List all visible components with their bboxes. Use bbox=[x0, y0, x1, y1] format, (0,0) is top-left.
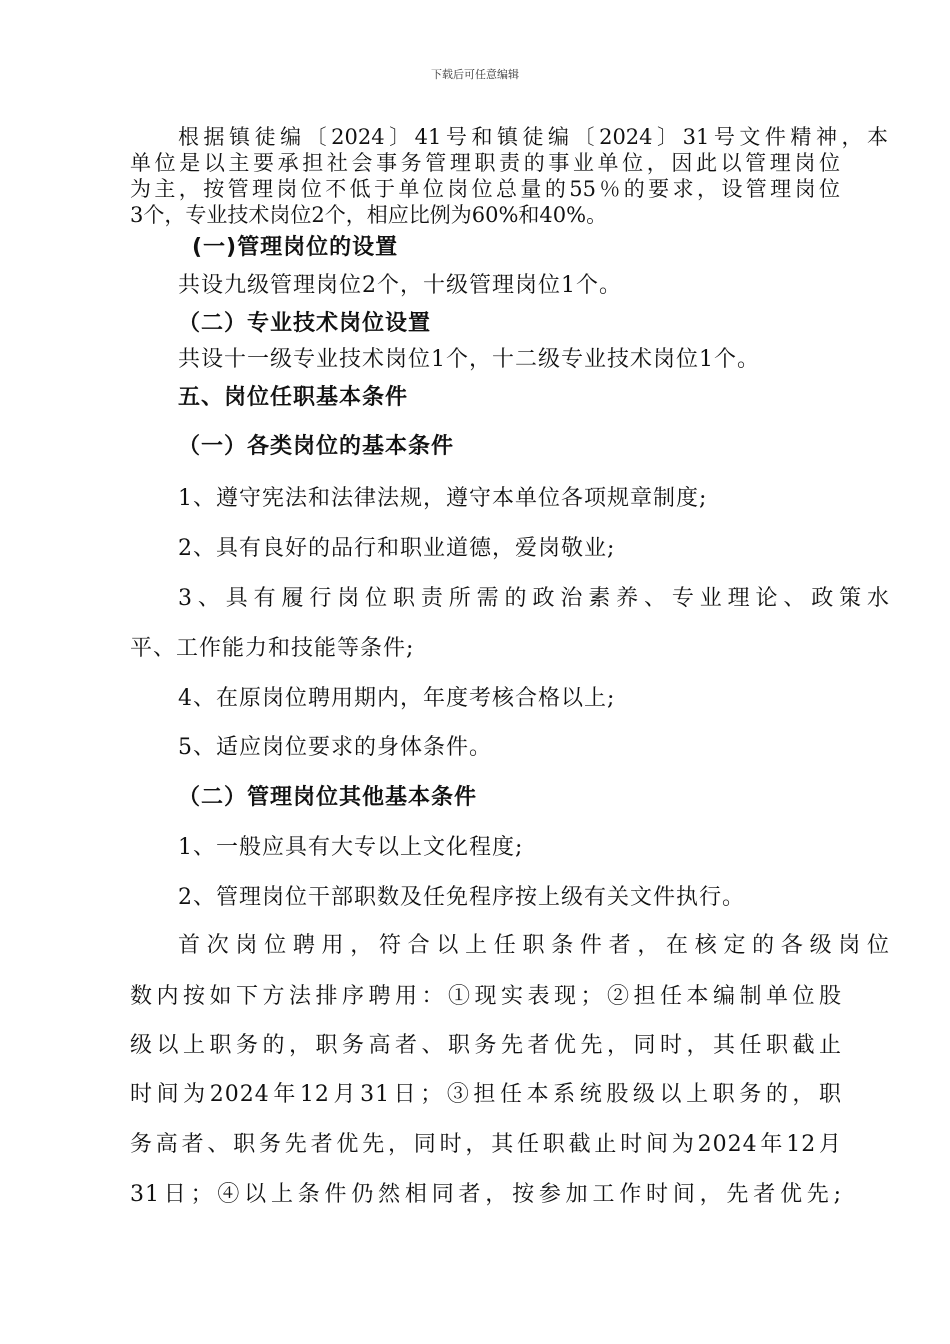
intro-line-2: 单位是以主要承担社会事务管理职责的事业单位，因此以管理岗位 bbox=[130, 151, 840, 175]
mgmt-other-item-1: 1、一般应具有大专以上文化程度; bbox=[178, 835, 524, 860]
section-tech-text: 共设十一级专业技术岗位1个，十二级专业技术岗位1个。 bbox=[178, 347, 760, 372]
section-mgmt-text: 共设九级管理岗位2个，十级管理岗位1个。 bbox=[178, 273, 622, 298]
chapter-5-title: 五、岗位任职基本条件 bbox=[178, 385, 409, 410]
first-hire-line-2: 数内按如下方法排序聘用：①现实表现；②担任本编制单位股 bbox=[130, 984, 842, 1009]
basic-conditions-title: （一）各类岗位的基本条件 bbox=[178, 434, 455, 459]
basic-item-3: 3、具有履行岗位职责所需的政治素养、专业理论、政策水 bbox=[178, 586, 890, 611]
intro-line-1: 根据镇徒编〔2024〕41号和镇徒编〔2024〕31号文件精神，本 bbox=[178, 125, 889, 149]
first-hire-line-4: 时间为2024年12月31日；③担任本系统股级以上职务的，职 bbox=[130, 1082, 842, 1107]
section-mgmt-title: (一)管理岗位的设置 bbox=[192, 235, 399, 260]
page-header: 下载后可任意编辑 bbox=[431, 68, 519, 81]
first-hire-line-6: 31日；④以上条件仍然相同者，按参加工作时间，先者优先; bbox=[130, 1182, 842, 1207]
mgmt-other-item-2: 2、管理岗位干部职数及任免程序按上级有关文件执行。 bbox=[178, 885, 745, 910]
basic-item-1: 1、遵守宪法和法律法规，遵守本单位各项规章制度; bbox=[178, 486, 708, 511]
first-hire-line-3: 级以上职务的，职务高者、职务先者优先，同时，其任职截止 bbox=[130, 1033, 842, 1058]
first-hire-line-5: 务高者、职务先者优先，同时，其任职截止时间为2024年12月 bbox=[130, 1132, 842, 1157]
basic-item-3-cont: 平、工作能力和技能等条件; bbox=[130, 636, 415, 661]
basic-item-4: 4、在原岗位聘用期内，年度考核合格以上; bbox=[178, 686, 616, 711]
basic-item-5: 5、适应岗位要求的身体条件。 bbox=[178, 735, 492, 760]
section-tech-title: （二）专业技术岗位设置 bbox=[178, 311, 432, 336]
basic-item-2: 2、具有良好的品行和职业道德，爱岗敬业; bbox=[178, 536, 616, 561]
intro-line-4: 3个，专业技术岗位2个，相应比例为60%和40%。 bbox=[130, 203, 608, 227]
intro-line-3: 为主，按管理岗位不低于单位岗位总量的55％的要求，设管理岗位 bbox=[130, 177, 840, 201]
mgmt-other-title: （二）管理岗位其他基本条件 bbox=[178, 785, 478, 810]
first-hire-line-1: 首次岗位聘用，符合以上任职条件者，在核定的各级岗位 bbox=[178, 933, 890, 958]
